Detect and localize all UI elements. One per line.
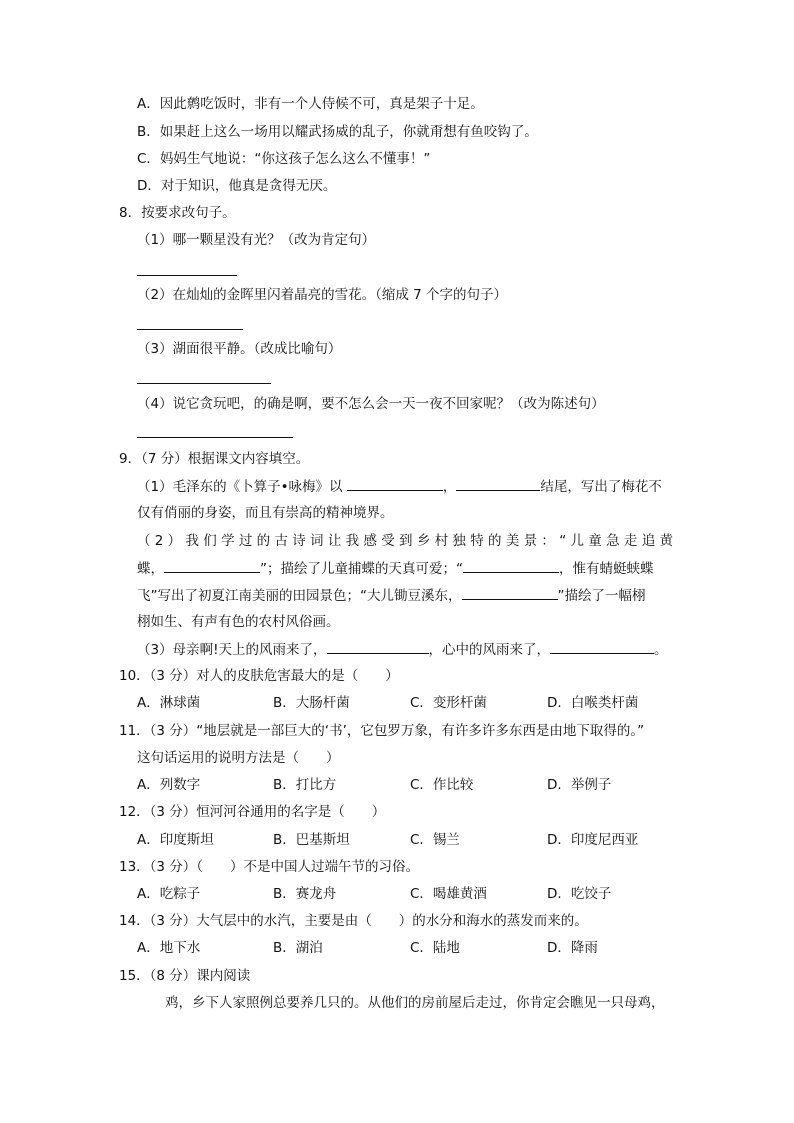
q9-blank-5[interactable] (462, 586, 558, 600)
q8-answer-line-2[interactable] (137, 329, 243, 330)
q9-blank-1[interactable] (347, 477, 443, 491)
q7-option-b: B．如果赶上这么一场用以耀武扬威的乱子，你就甭想有鱼咬钩了。 (137, 124, 538, 140)
q7-option-a: A．因此鹩吃饭时，非有一个人侍候不可，真是架子十足。 (137, 96, 484, 112)
q8-answer-line-4[interactable] (137, 437, 293, 438)
q10-option-b[interactable]: B．大肠杆菌 (273, 695, 350, 711)
q12-option-c[interactable]: C．锡兰 (410, 832, 460, 848)
q14-option-c[interactable]: C．陆地 (410, 940, 460, 956)
q8-answer-line-3[interactable] (137, 383, 271, 384)
q11-option-c[interactable]: C．作比较 (410, 777, 474, 793)
q13-option-a[interactable]: A．吃粽子 (137, 886, 201, 902)
q10-option-d[interactable]: D．白喉类杆菌 (547, 695, 639, 711)
q9-blank-7[interactable] (550, 640, 654, 654)
q10-option-c[interactable]: C．变形杆菌 (410, 695, 487, 711)
q14-option-b[interactable]: B．湖泊 (273, 940, 323, 956)
q10-option-a[interactable]: A．淋球菌 (137, 695, 201, 711)
q12-stem: 12．（3 分）恒河河谷通用的名字是（ ） (119, 804, 386, 820)
q7-option-d: D．对于知识，他真是贪得无厌。 (137, 178, 337, 194)
q15-reading-paragraph: 鸡，乡下人家照例总要养几只的。从他们的房前屋后走过，你肯定会瞧见一只母鸡， (165, 995, 665, 1011)
q9-part2-line3: 飞”写出了初夏江南美丽的田园景色；“大儿锄豆溪东， ”描绘了一幅栩 (137, 588, 646, 604)
q10-stem: 10．（3 分）对人的皮肤危害最大的是（ ） (119, 668, 399, 684)
q9-part3-line1: （3）母亲啊!天上的风雨来了， ，心中的风雨来了， 。 (137, 642, 668, 658)
q9-part1-line2: 仅有俏丽的身姿，而且有崇高的精神境界。 (137, 505, 394, 521)
q11-option-b[interactable]: B．打比方 (273, 777, 337, 793)
q11-option-a[interactable]: A．列数字 (137, 777, 201, 793)
q11-stem: 11．（3 分）“地层就是一部巨大的‘书’，它包罗万象，有许多许多东西是由地下取得的。” (119, 723, 645, 739)
q8-item-2: （2）在灿灿的金晖里闪着晶亮的雪花。（缩成 7 个字的句子） (137, 287, 508, 303)
q7-option-c: C．妈妈生气地说：“你这孩子怎么这么不懂事！” (137, 151, 431, 167)
q9-part2-line4: 栩如生、有声有色的农村风俗画。 (137, 614, 340, 630)
q9-blank-4[interactable] (463, 559, 559, 573)
q11-option-d[interactable]: D．举例子 (547, 777, 612, 793)
q8-answer-line-1[interactable] (137, 275, 237, 276)
q13-stem: 13．（3 分）（ ）不是中国人过端午节的习俗。 (119, 859, 420, 875)
q14-stem: 14．（3 分）大气层中的水汽，主要是由（ ）的水分和海水的蒸发而来的。 (119, 913, 588, 929)
q9-blank-6[interactable] (327, 640, 429, 654)
q15-title: 15．（8 分）课内阅读 (119, 968, 251, 984)
q11-stem-line2: 这句话运用的说明方法是（ ） (137, 750, 340, 766)
q14-option-d[interactable]: D．降雨 (547, 940, 598, 956)
q13-option-c[interactable]: C．喝雄黄酒 (410, 886, 487, 902)
q9-blank-3[interactable] (164, 559, 260, 573)
q8-item-4: （4）说它贪玩吧，的确是啊，要不怎么会一天一夜不回家呢？（改为陈述句） (137, 396, 605, 412)
q9-part1-line1: （1）毛泽东的《卜算子•咏梅》以 ， 结尾，写出了梅花不 (137, 479, 662, 495)
q13-option-d[interactable]: D．吃饺子 (547, 886, 612, 902)
q9-blank-2[interactable] (456, 477, 540, 491)
q9-part2-line1: （2）我们学过的古诗词让我感受到乡村独特的美景：“儿童急走追黄 (137, 533, 673, 549)
q12-option-b[interactable]: B．巴基斯坦 (273, 832, 350, 848)
q14-option-a[interactable]: A．地下水 (137, 940, 201, 956)
q9-part2-line2: 蝶， ”；描绘了儿童捕蝶的天真可爱；“ ，惟有蜻蜓蛱蝶 (137, 561, 654, 577)
q8-item-1: （1）哪一颗星没有光？（改为肯定句） (137, 232, 376, 248)
q9-title: 9．（7 分）根据课文内容填空。 (119, 451, 310, 467)
q12-option-a[interactable]: A．印度斯坦 (137, 832, 214, 848)
q8-item-3: （3）湖面很平静。（改成比喻句） (137, 341, 342, 357)
q13-option-b[interactable]: B．赛龙舟 (273, 886, 337, 902)
q8-title: 8．按要求改句子。 (119, 205, 236, 221)
q12-option-d[interactable]: D．印度尼西亚 (547, 832, 639, 848)
